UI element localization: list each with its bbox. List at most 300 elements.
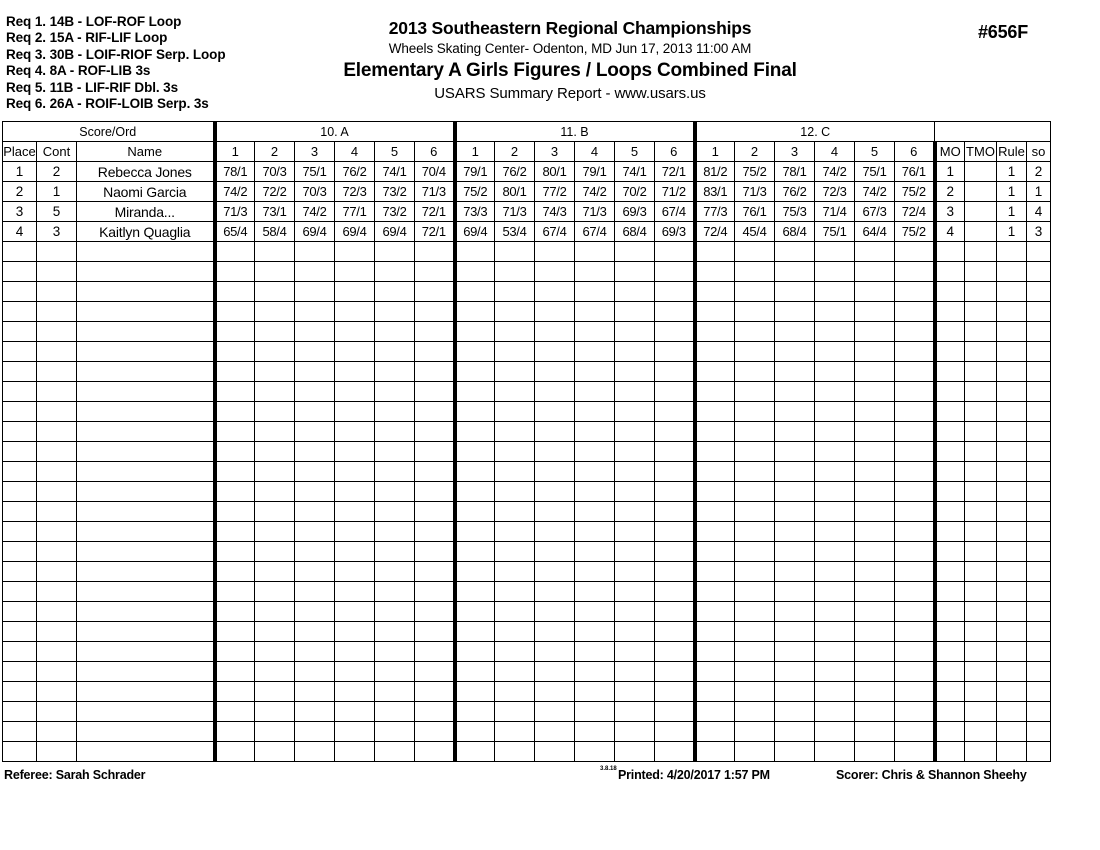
- cell-empty: [735, 322, 775, 342]
- cell-empty: [575, 462, 615, 482]
- cell-empty: [77, 682, 215, 702]
- cell-empty: [997, 642, 1027, 662]
- cell-score-b-3: 80/1: [535, 162, 575, 182]
- cell-empty: [415, 482, 455, 502]
- cell-empty: [695, 742, 735, 762]
- cell-score-a-4: 72/3: [335, 182, 375, 202]
- cell-empty: [997, 482, 1027, 502]
- cell-empty: [655, 302, 695, 322]
- cell-empty: [77, 482, 215, 502]
- cell-so: 4: [1027, 202, 1051, 222]
- table-row-empty[interactable]: [3, 642, 1051, 662]
- cell-empty: [815, 302, 855, 322]
- cell-empty: [695, 702, 735, 722]
- cell-empty: [375, 642, 415, 662]
- cell-empty: [535, 742, 575, 762]
- col-head-a-2: 2: [255, 142, 295, 162]
- cell-empty: [895, 322, 935, 342]
- col-head-c-6: 6: [895, 142, 935, 162]
- table-row[interactable]: [3, 222, 1051, 242]
- cell-empty: [535, 242, 575, 262]
- cell-score-b-3: 74/3: [535, 202, 575, 222]
- cell-place: 3: [3, 202, 37, 222]
- cell-empty: [997, 602, 1027, 622]
- cell-empty: [815, 742, 855, 762]
- table-row[interactable]: [3, 182, 1051, 202]
- cell-score-b-4: 67/4: [575, 222, 615, 242]
- cell-empty: [495, 742, 535, 762]
- cell-empty: [495, 622, 535, 642]
- cell-empty: [935, 262, 965, 282]
- cell-empty: [615, 502, 655, 522]
- requirement-line: Req 1. 14B - LOF-ROF Loop: [6, 14, 182, 29]
- requirement-line: Req 4. 8A - ROF-LIB 3s: [6, 63, 151, 79]
- cell-cont: 1: [37, 182, 77, 202]
- cell-empty: [575, 642, 615, 662]
- cell-empty: [3, 642, 37, 662]
- cell-empty: [37, 442, 77, 462]
- cell-empty: [815, 622, 855, 642]
- cell-empty: [3, 462, 37, 482]
- cell-tmo: [965, 202, 997, 222]
- table-row-empty[interactable]: [3, 342, 1051, 362]
- cell-empty: [615, 542, 655, 562]
- table-row-empty[interactable]: [3, 382, 1051, 402]
- cell-empty: [495, 642, 535, 662]
- cell-empty: [1027, 502, 1051, 522]
- table-row-empty[interactable]: [3, 242, 1051, 262]
- cell-empty: [215, 482, 255, 502]
- cell-score-c-2: 75/2: [735, 162, 775, 182]
- cell-empty: [615, 742, 655, 762]
- cell-empty: [37, 322, 77, 342]
- report-subtitle: USARS Summary Report - www.usars.us: [434, 85, 706, 102]
- cell-empty: [855, 642, 895, 662]
- cell-empty: [3, 242, 37, 262]
- cell-score-c-2: 76/1: [735, 202, 775, 222]
- cell-empty: [1027, 582, 1051, 602]
- table-row-empty[interactable]: [3, 422, 1051, 442]
- cell-empty: [375, 622, 415, 642]
- cell-empty: [455, 482, 495, 502]
- cell-empty: [815, 722, 855, 742]
- cell-empty: [77, 562, 215, 582]
- col-head-b-1: 1: [455, 142, 495, 162]
- cell-empty: [495, 662, 535, 682]
- group-header-a: 10. A: [215, 122, 455, 142]
- cell-empty: [455, 622, 495, 642]
- cell-empty: [815, 602, 855, 622]
- cell-empty: [415, 402, 455, 422]
- version-label: 3.8.18: [600, 766, 617, 772]
- table-row-empty[interactable]: [3, 682, 1051, 702]
- cell-empty: [3, 562, 37, 582]
- cell-empty: [965, 322, 997, 342]
- cell-empty: [415, 262, 455, 282]
- cell-empty: [615, 262, 655, 282]
- cell-empty: [1027, 362, 1051, 382]
- cell-empty: [255, 302, 295, 322]
- table-row-empty[interactable]: [3, 622, 1051, 642]
- cell-empty: [455, 702, 495, 722]
- cell-empty: [495, 302, 535, 322]
- cell-empty: [895, 542, 935, 562]
- cell-empty: [255, 262, 295, 282]
- cell-empty: [575, 582, 615, 602]
- cell-empty: [815, 322, 855, 342]
- cell-empty: [535, 522, 575, 542]
- cell-empty: [255, 282, 295, 302]
- table-row[interactable]: [3, 202, 1051, 222]
- table-row-empty[interactable]: [3, 502, 1051, 522]
- group-header-b: 11. B: [455, 122, 695, 142]
- cell-empty: [855, 382, 895, 402]
- cell-empty: [535, 322, 575, 342]
- cell-empty: [3, 402, 37, 422]
- cell-empty: [535, 422, 575, 442]
- cell-score-c-5: 64/4: [855, 222, 895, 242]
- cell-empty: [815, 242, 855, 262]
- cell-empty: [215, 662, 255, 682]
- cell-empty: [37, 702, 77, 722]
- cell-empty: [895, 422, 935, 442]
- cell-empty: [77, 502, 215, 522]
- cell-empty: [295, 502, 335, 522]
- cell-score-a-6: 70/4: [415, 162, 455, 182]
- cell-mo: 3: [935, 202, 965, 222]
- cell-score-c-1: 81/2: [695, 162, 735, 182]
- cell-empty: [375, 542, 415, 562]
- cell-empty: [295, 482, 335, 502]
- cell-empty: [575, 562, 615, 582]
- cell-empty: [335, 262, 375, 282]
- cell-empty: [1027, 742, 1051, 762]
- cell-empty: [3, 382, 37, 402]
- cell-empty: [415, 622, 455, 642]
- cell-empty: [575, 282, 615, 302]
- cell-empty: [965, 522, 997, 542]
- table-row-empty[interactable]: [3, 442, 1051, 462]
- cell-score-a-2: 72/2: [255, 182, 295, 202]
- cell-score-b-4: 79/1: [575, 162, 615, 182]
- cell-empty: [855, 322, 895, 342]
- cell-empty: [815, 262, 855, 282]
- cell-empty: [935, 702, 965, 722]
- cell-empty: [775, 342, 815, 362]
- cell-empty: [495, 402, 535, 422]
- cell-empty: [775, 682, 815, 702]
- cell-empty: [77, 622, 215, 642]
- cell-empty: [335, 382, 375, 402]
- cell-empty: [37, 522, 77, 542]
- cell-empty: [997, 562, 1027, 582]
- cell-empty: [255, 342, 295, 362]
- cell-empty: [255, 722, 295, 742]
- cell-empty: [415, 242, 455, 262]
- cell-score-c-2: 71/3: [735, 182, 775, 202]
- cell-empty: [77, 542, 215, 562]
- cell-empty: [375, 242, 415, 262]
- table-row-empty[interactable]: [3, 462, 1051, 482]
- table-row-empty[interactable]: [3, 602, 1051, 622]
- cell-empty: [775, 482, 815, 502]
- cell-empty: [997, 242, 1027, 262]
- cell-empty: [215, 382, 255, 402]
- table-row-empty[interactable]: [3, 482, 1051, 502]
- cell-empty: [735, 742, 775, 762]
- cell-empty: [375, 562, 415, 582]
- cell-empty: [77, 662, 215, 682]
- cell-empty: [575, 722, 615, 742]
- cell-empty: [535, 682, 575, 702]
- table-row-empty[interactable]: [3, 582, 1051, 602]
- cell-empty: [855, 482, 895, 502]
- cell-empty: [655, 522, 695, 542]
- cell-empty: [495, 322, 535, 342]
- table-row-empty[interactable]: [3, 262, 1051, 282]
- cell-empty: [375, 282, 415, 302]
- cell-empty: [1027, 242, 1051, 262]
- cell-empty: [895, 702, 935, 722]
- cell-empty: [855, 722, 895, 742]
- cell-empty: [295, 662, 335, 682]
- cell-empty: [215, 262, 255, 282]
- cell-empty: [655, 462, 695, 482]
- cell-empty: [255, 382, 295, 402]
- cell-empty: [495, 722, 535, 742]
- cell-empty: [255, 462, 295, 482]
- cell-empty: [77, 582, 215, 602]
- cell-empty: [455, 402, 495, 422]
- cell-empty: [695, 682, 735, 702]
- cell-empty: [615, 662, 655, 682]
- cell-empty: [415, 342, 455, 362]
- cell-empty: [575, 502, 615, 522]
- cell-empty: [535, 302, 575, 322]
- cell-empty: [775, 382, 815, 402]
- cell-empty: [895, 482, 935, 502]
- cell-empty: [375, 402, 415, 422]
- cell-empty: [495, 482, 535, 502]
- cell-empty: [535, 402, 575, 422]
- cell-empty: [965, 262, 997, 282]
- cell-empty: [455, 562, 495, 582]
- cell-empty: [655, 382, 695, 402]
- table-row-empty[interactable]: [3, 322, 1051, 342]
- cell-empty: [495, 342, 535, 362]
- cell-empty: [775, 722, 815, 742]
- cell-empty: [255, 422, 295, 442]
- table-row-empty[interactable]: [3, 402, 1051, 422]
- cell-empty: [255, 402, 295, 422]
- cell-score-b-2: 53/4: [495, 222, 535, 242]
- cell-empty: [615, 562, 655, 582]
- cell-empty: [855, 282, 895, 302]
- cell-empty: [3, 502, 37, 522]
- cell-empty: [335, 342, 375, 362]
- cell-empty: [997, 722, 1027, 742]
- cell-empty: [375, 682, 415, 702]
- cell-empty: [965, 502, 997, 522]
- cell-empty: [735, 282, 775, 302]
- referee-label: Referee: Sarah Schrader: [4, 768, 146, 782]
- cell-empty: [935, 422, 965, 442]
- requirement-line: Req 6. 26A - ROIF-LOIB Serp. 3s: [6, 96, 209, 112]
- cell-empty: [455, 602, 495, 622]
- cell-empty: [1027, 422, 1051, 442]
- cell-empty: [997, 402, 1027, 422]
- cell-empty: [215, 602, 255, 622]
- cell-empty: [615, 302, 655, 322]
- cell-empty: [695, 522, 735, 542]
- cell-empty: [615, 342, 655, 362]
- cell-score-a-1: 74/2: [215, 182, 255, 202]
- cell-empty: [455, 362, 495, 382]
- cell-score-b-3: 77/2: [535, 182, 575, 202]
- cell-empty: [735, 462, 775, 482]
- cell-empty: [77, 342, 215, 362]
- cell-empty: [997, 342, 1027, 362]
- cell-empty: [997, 302, 1027, 322]
- cell-empty: [295, 442, 335, 462]
- cell-empty: [935, 462, 965, 482]
- cell-empty: [77, 602, 215, 622]
- cell-score-b-5: 74/1: [615, 162, 655, 182]
- cell-empty: [455, 742, 495, 762]
- cell-empty: [535, 722, 575, 742]
- cell-score-b-5: 69/3: [615, 202, 655, 222]
- cell-empty: [215, 562, 255, 582]
- cell-empty: [3, 342, 37, 362]
- cell-empty: [37, 262, 77, 282]
- cell-empty: [375, 442, 415, 462]
- cell-empty: [935, 502, 965, 522]
- table-row-empty[interactable]: [3, 362, 1051, 382]
- cell-empty: [855, 602, 895, 622]
- cell-score-b-1: 75/2: [455, 182, 495, 202]
- cell-empty: [215, 242, 255, 262]
- cell-empty: [815, 702, 855, 722]
- table-row-empty[interactable]: [3, 562, 1051, 582]
- cell-empty: [415, 382, 455, 402]
- cell-empty: [77, 402, 215, 422]
- cell-empty: [655, 662, 695, 682]
- cell-empty: [695, 322, 735, 342]
- cell-empty: [615, 362, 655, 382]
- cell-empty: [215, 462, 255, 482]
- cell-empty: [895, 442, 935, 462]
- cell-empty: [535, 662, 575, 682]
- cell-empty: [495, 382, 535, 402]
- col-head-c-4: 4: [815, 142, 855, 162]
- cell-empty: [255, 482, 295, 502]
- cell-empty: [37, 362, 77, 382]
- cell-empty: [1027, 622, 1051, 642]
- cell-empty: [575, 342, 615, 362]
- table-row-empty[interactable]: [3, 722, 1051, 742]
- cell-empty: [375, 422, 415, 442]
- table-row[interactable]: [3, 162, 1051, 182]
- cell-empty: [575, 702, 615, 722]
- col-head-c-1: 1: [695, 142, 735, 162]
- table-row-empty[interactable]: [3, 302, 1051, 322]
- cell-empty: [615, 482, 655, 502]
- cell-empty: [37, 622, 77, 642]
- cell-empty: [495, 462, 535, 482]
- cell-empty: [997, 682, 1027, 702]
- cell-empty: [895, 642, 935, 662]
- cell-empty: [735, 582, 775, 602]
- cell-empty: [3, 442, 37, 462]
- cell-score-a-1: 71/3: [215, 202, 255, 222]
- cell-score-a-5: 74/1: [375, 162, 415, 182]
- cell-rule: 1: [997, 202, 1027, 222]
- cell-empty: [815, 682, 855, 702]
- cell-empty: [655, 402, 695, 422]
- cell-score-a-3: 74/2: [295, 202, 335, 222]
- cell-empty: [37, 482, 77, 502]
- cell-empty: [615, 522, 655, 542]
- cell-empty: [965, 662, 997, 682]
- cell-rule: 1: [997, 182, 1027, 202]
- cell-score-a-1: 78/1: [215, 162, 255, 182]
- cell-empty: [3, 662, 37, 682]
- cell-empty: [655, 282, 695, 302]
- cell-empty: [615, 322, 655, 342]
- cell-empty: [415, 422, 455, 442]
- cell-empty: [3, 262, 37, 282]
- table-row-empty[interactable]: [3, 662, 1051, 682]
- cell-empty: [775, 742, 815, 762]
- cell-empty: [375, 702, 415, 722]
- cell-empty: [965, 482, 997, 502]
- cell-empty: [655, 622, 695, 642]
- cell-empty: [335, 542, 375, 562]
- cell-empty: [375, 362, 415, 382]
- cell-score-b-4: 74/2: [575, 182, 615, 202]
- cell-empty: [935, 322, 965, 342]
- cell-empty: [215, 342, 255, 362]
- table-row-empty[interactable]: [3, 702, 1051, 722]
- table-row-empty[interactable]: [3, 742, 1051, 762]
- cell-empty: [255, 522, 295, 542]
- cell-empty: [935, 362, 965, 382]
- cell-score-b-3: 67/4: [535, 222, 575, 242]
- cell-cont: 3: [37, 222, 77, 242]
- cell-empty: [695, 562, 735, 582]
- cell-empty: [3, 682, 37, 702]
- cell-empty: [77, 302, 215, 322]
- table-row-empty[interactable]: [3, 542, 1051, 562]
- table-row-empty[interactable]: [3, 522, 1051, 542]
- col-head-cont: Cont: [37, 142, 77, 162]
- cell-empty: [535, 382, 575, 402]
- cell-empty: [615, 622, 655, 642]
- cell-empty: [935, 662, 965, 682]
- cell-empty: [375, 342, 415, 362]
- cell-empty: [615, 642, 655, 662]
- cell-empty: [965, 402, 997, 422]
- cell-empty: [815, 482, 855, 502]
- cell-empty: [215, 362, 255, 382]
- cell-empty: [775, 662, 815, 682]
- cell-empty: [3, 742, 37, 762]
- report-footer: [0, 766, 1100, 790]
- table-row-empty[interactable]: [3, 282, 1051, 302]
- cell-empty: [655, 362, 695, 382]
- cell-empty: [695, 262, 735, 282]
- cell-empty: [215, 722, 255, 742]
